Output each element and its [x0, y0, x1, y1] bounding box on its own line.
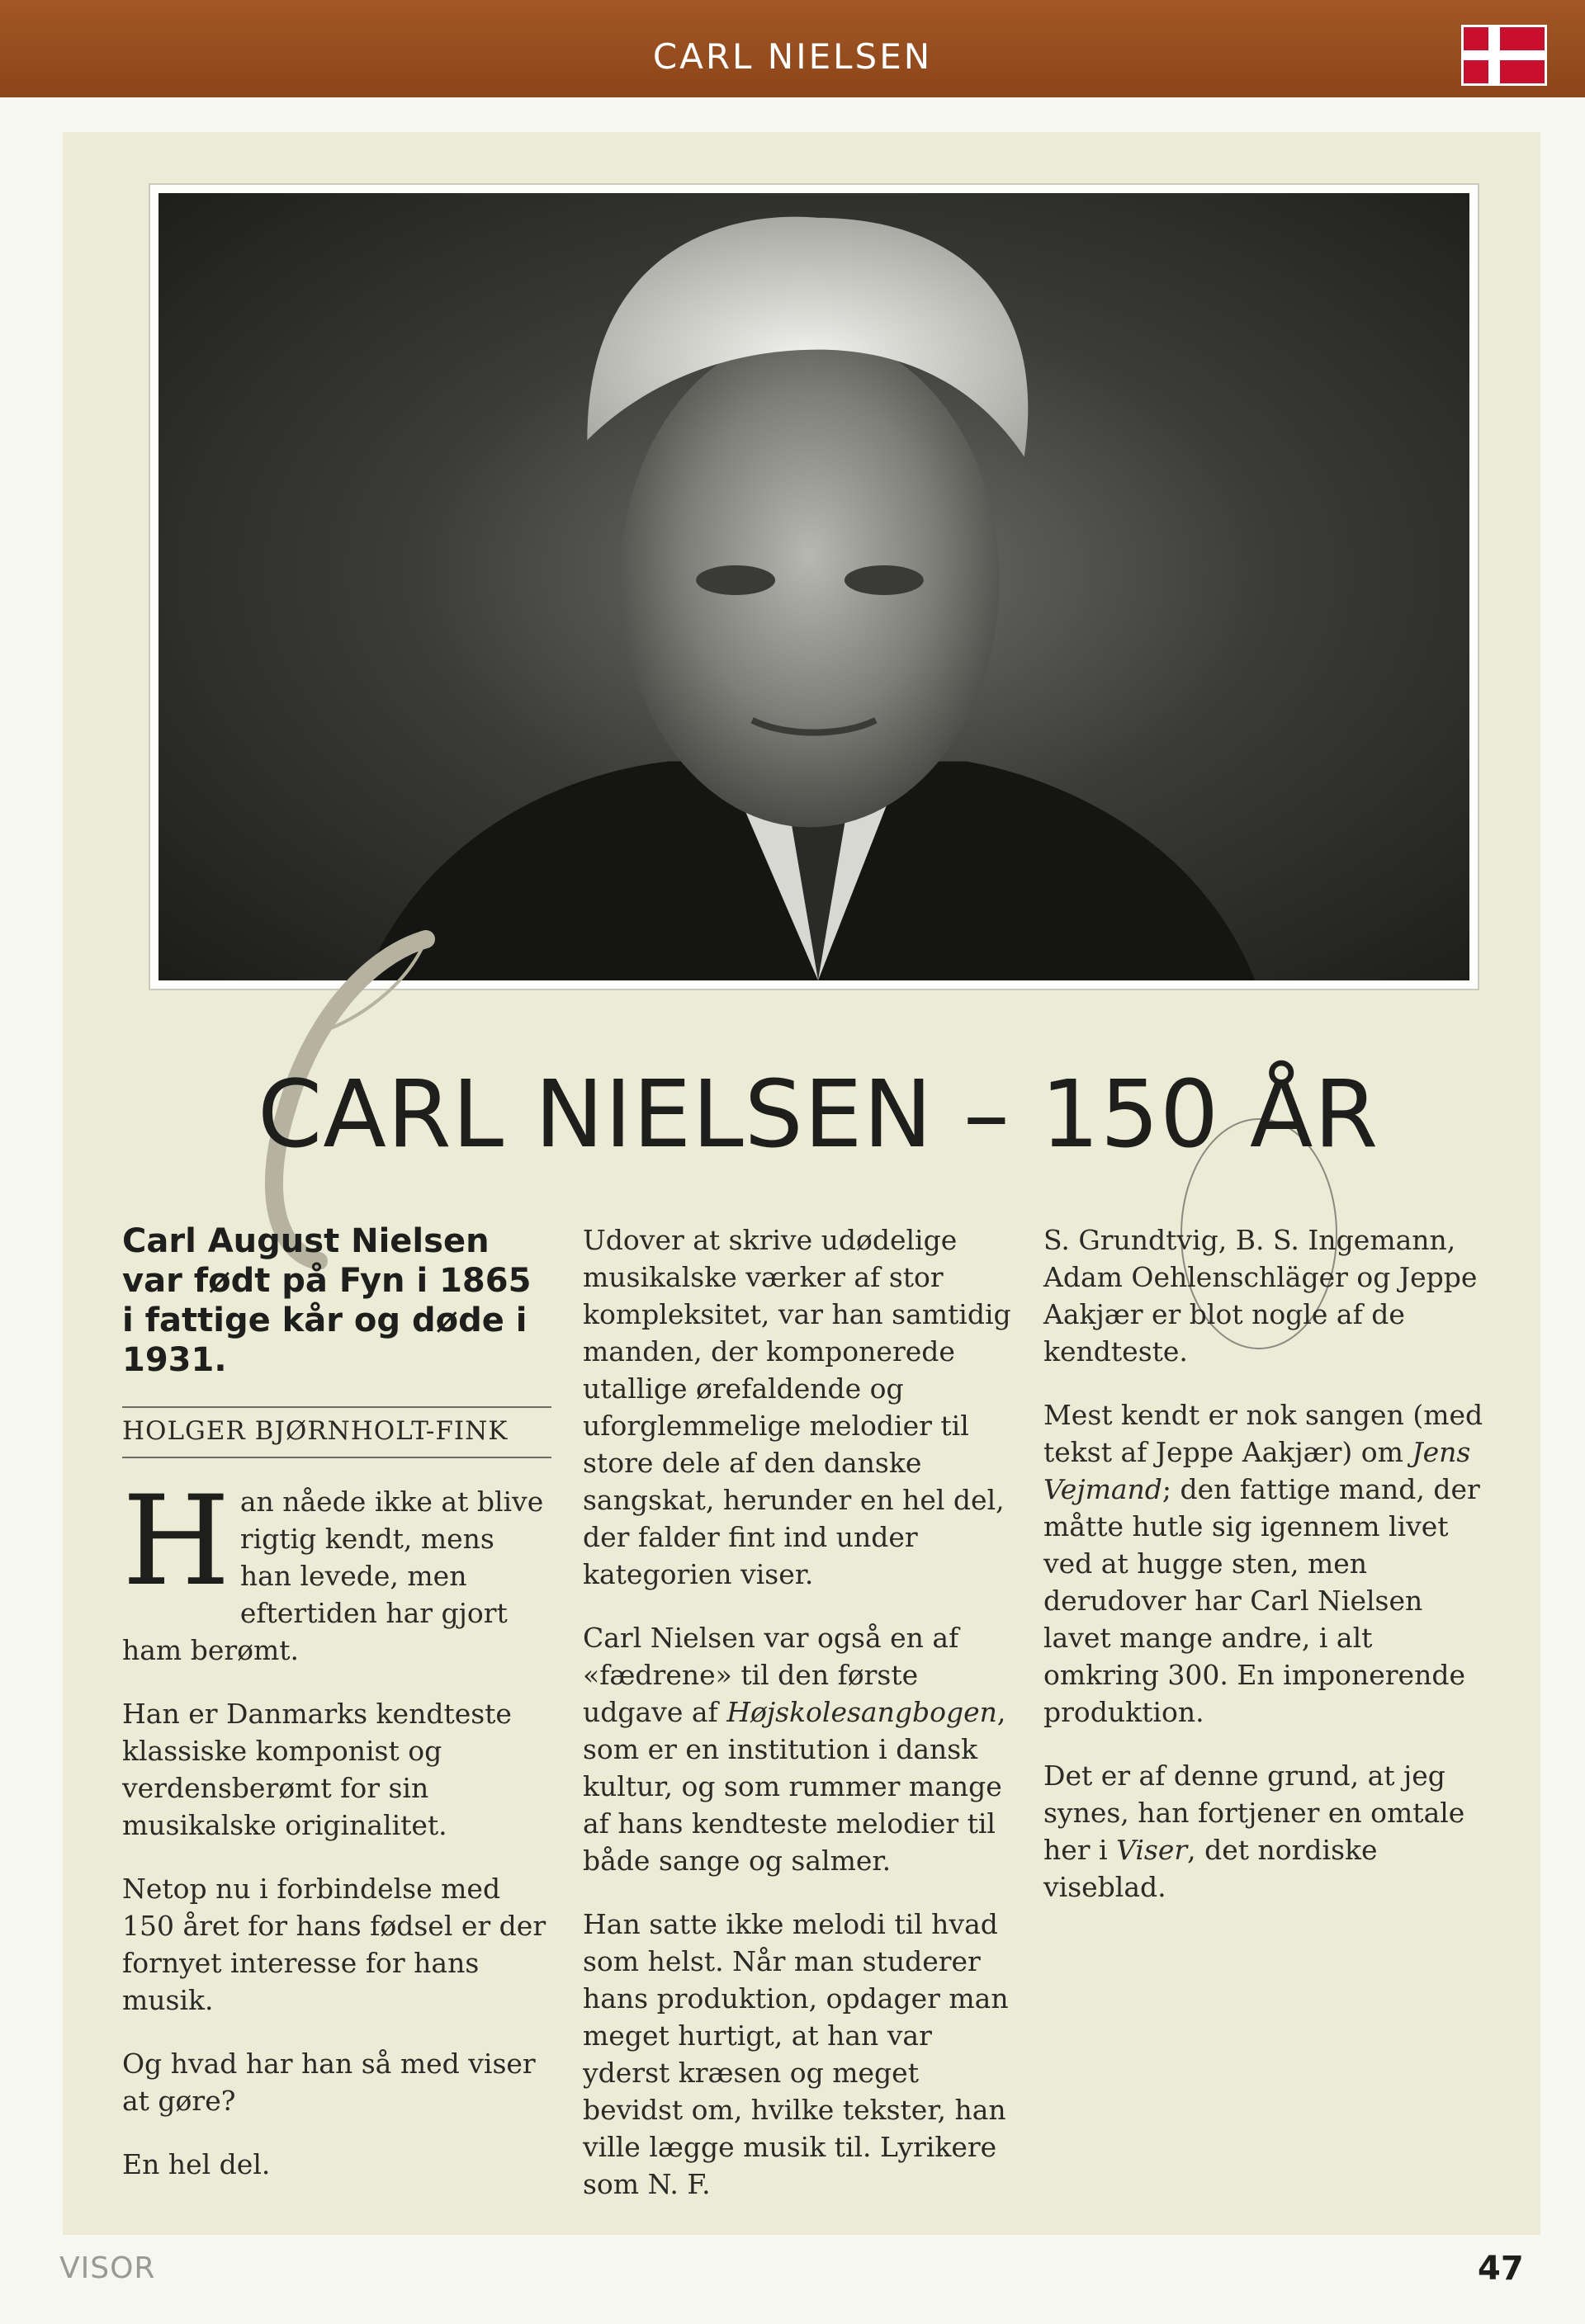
paragraph: Og hvad har han så med viser at gøre?	[122, 2048, 536, 2117]
paragraph: En hel del.	[122, 2148, 271, 2180]
denmark-flag-icon	[1461, 25, 1547, 86]
byline: HOLGER BJØRNHOLT-FINK	[122, 1406, 551, 1458]
section-title: CARL NIELSEN	[652, 36, 933, 77]
magazine-title: Viser	[1116, 1834, 1188, 1866]
text-column-2	[583, 1221, 1012, 2229]
text-column-3	[1043, 1221, 1486, 1932]
paragraph: Carl Nielsen var også en af «fædrene» til den første udgave af Højskolesangbogen, som er en institution i dansk kultur, og som rummer mange af hans kendteste melodier til både sange og salmer.	[583, 1622, 1006, 1877]
paragraph: S. Grundtvig, B. S. Ingemann, Adam Oehlenschläger og Jeppe Aakjær er blot nogle af de kendteste.	[1043, 1224, 1478, 1367]
article-lead: Carl August Nielsen var født på Fyn i 1865 i fattige kår og døde i 1931.	[122, 1222, 532, 1379]
paragraph: Det er af denne grund, at jeg synes, han fortjener en omtale her i Viser, det nordiske viseblad.	[1043, 1760, 1465, 1903]
paragraph: Han er Danmarks kendteste klassiske komponist og verdensberømt for sin musikalske originalitet.	[122, 1698, 512, 1841]
drop-cap: H	[122, 1470, 230, 1613]
paragraph: Udover at skrive udødelige musikalske værker af stor kompleksitet, var han samtidig manden, der komponerede utallige ørefaldende og uforglemmelige melodier til store dele af den danske sangskat, herunder en hel del, der falder fint ind under kategorien viser.	[583, 1224, 1011, 1590]
portrait-photo	[149, 183, 1479, 990]
paragraph: Mest kendt er nok sangen (med tekst af Jeppe Aakjær) om Jens Vejmand; den fattige mand, der måtte hutle sig igennem livet ved at hugge sten, men derudover har Carl Nielsen lavet mange andre, i alt omkring 300. En imponerende produktion.	[1043, 1399, 1483, 1728]
paragraph: an nåede ikke at blive rigtig kendt, mens han levede, men eftertiden har gjort ham berømt.	[122, 1486, 544, 1666]
text-column-1	[122, 1221, 551, 2209]
book-title: Højskolesangbogen	[726, 1696, 997, 1728]
article-title: CARL NIELSEN – 150 ÅR	[258, 1061, 1379, 1169]
paragraph: Netop nu i forbindelse med 150 året for hans fødsel er der fornyet interesse for hans musik.	[122, 1873, 546, 2016]
song-title: Jens Vejmand	[1043, 1436, 1471, 1505]
publication-name: VISOR	[59, 2251, 156, 2285]
paragraph: Han satte ikke melodi til hvad som helst. Når man studerer hans produktion, opdager man meget hurtigt, at han var yderst kræsen og meget bevidst om, hvilke tekster, han ville lægge musik til. Lyrikere som N. F.	[583, 1908, 1009, 2200]
page-number: 47	[1478, 2250, 1524, 2288]
